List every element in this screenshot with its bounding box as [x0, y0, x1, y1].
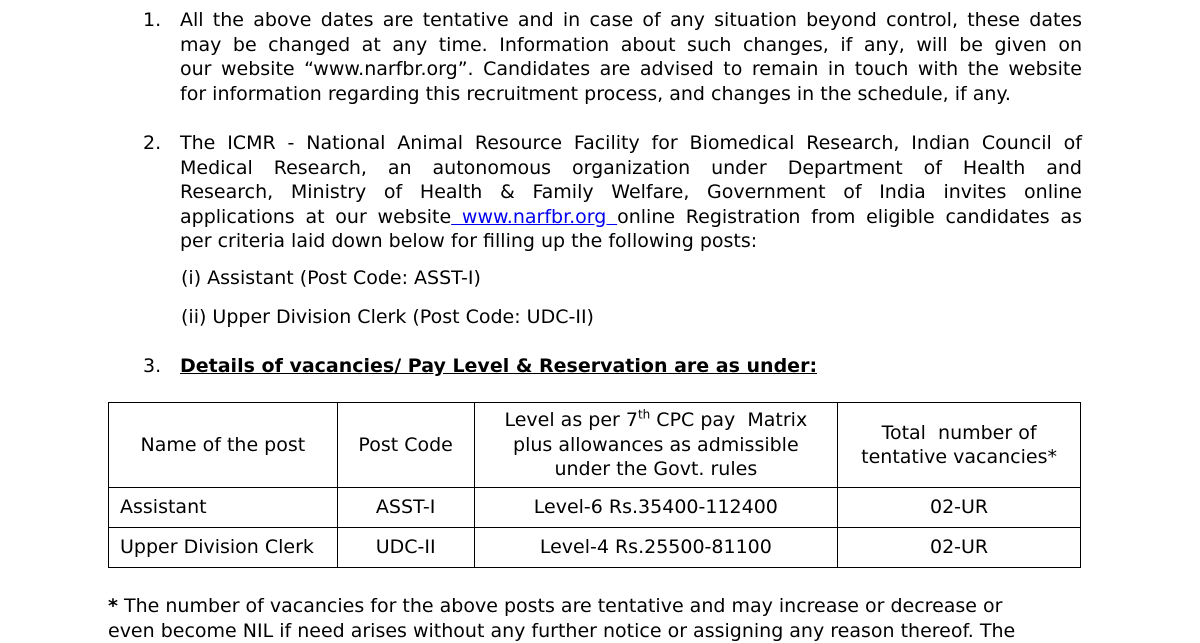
header-pay-level-pre: Level as per 7 — [504, 409, 637, 431]
table-row — [109, 488, 1081, 528]
row-2-vacancies: 02-UR — [838, 528, 1081, 568]
row-2-name: Upper Division Clerk — [109, 528, 338, 568]
header-pay-level-line-2: plus allowances as admissible — [483, 433, 830, 458]
footnote-text: The number of vacancies for the above posts are tentative and may increase or decrease or — [118, 595, 1003, 617]
header-name-of-post: Name of the post — [109, 403, 338, 488]
item-2-line-3: Research, Ministry of Health & Family Welfare, Government of India invites online — [180, 180, 1082, 205]
header-pay-level-post: CPC pay Matrix — [650, 409, 807, 431]
header-pay-level-line-1 — [483, 408, 830, 433]
item-1-line-1: All the above dates are tentative and in case of any situation beyond control, these dates — [180, 8, 1082, 33]
item-2-line-5: per criteria laid down below for filling up the following posts: — [180, 229, 1082, 254]
item-1-line-3: our website “www.narfbr.org”. Candidates are advised to remain in touch with the website — [180, 57, 1082, 82]
footnote-asterisk: * — [108, 595, 118, 617]
vacancies-table — [108, 402, 1081, 568]
item-2-line-2: Medical Research, an autonomous organization under Department of Health and — [180, 156, 1082, 181]
item-2-number: 2. — [143, 131, 161, 156]
item-2-line-4-before: applications at our website — [180, 206, 451, 228]
item-2-paragraph — [180, 131, 1082, 254]
item-2-line-4-after: online Registration from eligible candidates as — [617, 206, 1082, 228]
item-3-number: 3. — [143, 354, 161, 379]
row-2-code: UDC-II — [337, 528, 474, 568]
item-1-line-4: for information regarding this recruitment process, and changes in the schedule, if any. — [180, 82, 1082, 107]
item-1-paragraph — [180, 8, 1082, 106]
post-item-assistant: (i) Assistant (Post Code: ASST-I) — [181, 266, 481, 290]
item-1-number: 1. — [143, 8, 161, 33]
footnote — [108, 594, 1081, 643]
header-pay-level-line-3: under the Govt. rules — [483, 457, 830, 482]
row-1-vacancies: 02-UR — [838, 488, 1081, 528]
vacancies-heading: Details of vacancies/ Pay Level & Reservation are as under: — [180, 354, 817, 378]
header-pay-level — [474, 403, 838, 488]
footnote-line-2: even become NIL if need arises without any further notice or assigning any reason thereof. The — [108, 619, 1081, 643]
row-1-code: ASST-I — [337, 488, 474, 528]
header-total-line-2: tentative vacancies* — [846, 445, 1072, 470]
item-2-line-4 — [180, 205, 1082, 230]
item-1-line-2: may be changed at any time. Information about such changes, if any, will be given on — [180, 33, 1082, 58]
row-1-level: Level-6 Rs.35400-112400 — [474, 488, 838, 528]
item-2-line-1: The ICMR - National Animal Resource Facility for Biomedical Research, Indian Council of — [180, 131, 1082, 156]
footnote-line-1 — [108, 594, 1081, 619]
header-total-line-1: Total number of — [846, 421, 1072, 446]
table-header-row — [109, 403, 1081, 488]
row-2-level: Level-4 Rs.25500-81100 — [474, 528, 838, 568]
post-item-udc: (ii) Upper Division Clerk (Post Code: UDC-II) — [181, 305, 594, 329]
row-1-name: Assistant — [109, 488, 338, 528]
header-pay-level-sup: th — [638, 408, 650, 422]
table-row — [109, 528, 1081, 568]
website-link[interactable]: www.narfbr.org — [451, 206, 617, 228]
header-post-code: Post Code — [337, 403, 474, 488]
header-total-vacancies — [838, 403, 1081, 488]
